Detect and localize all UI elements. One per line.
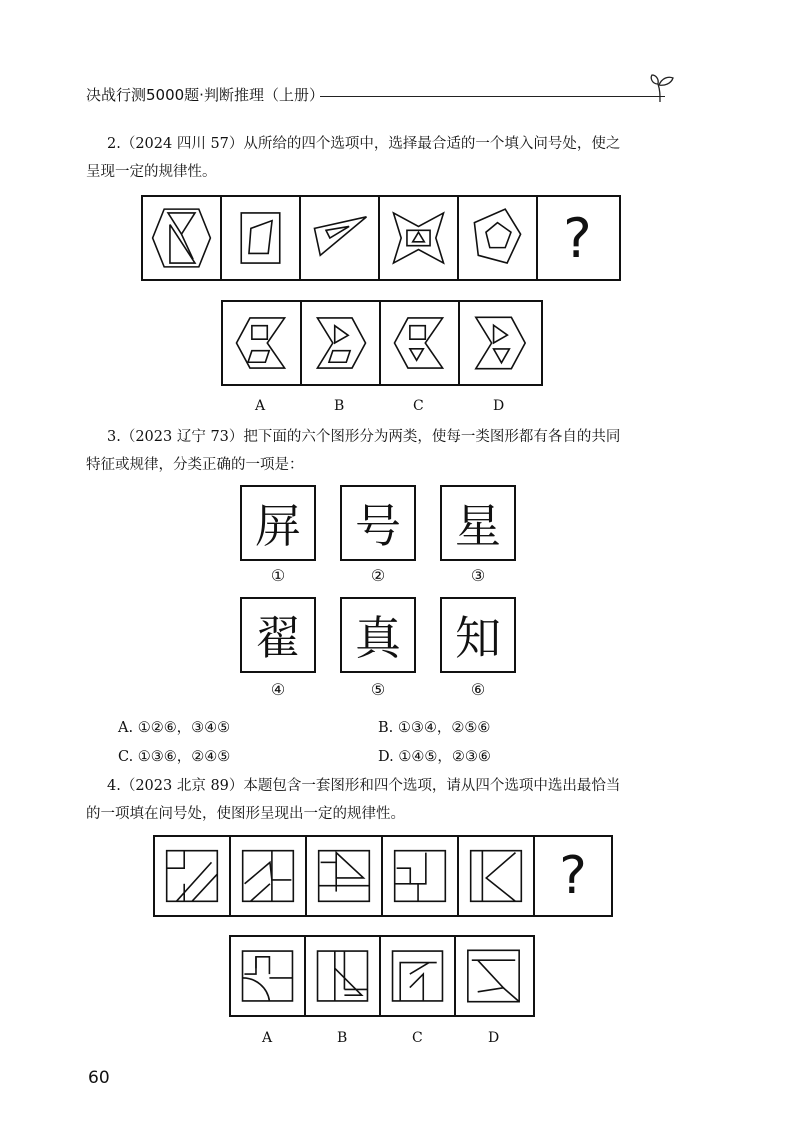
q2-figure-5: [459, 197, 538, 279]
q4-question-strip: [153, 835, 613, 917]
q4-figure-5: [459, 837, 535, 915]
q4-option-d[interactable]: [456, 937, 531, 1015]
sprout-icon: [648, 72, 676, 104]
q4-figure-1: [155, 837, 231, 915]
q2-text-line2: 呈现一定的规律性。: [86, 164, 217, 180]
q4-option-a[interactable]: [231, 937, 306, 1015]
q3-label-1: ①: [270, 566, 286, 585]
q3-text-line2: 特征或规律，分类正确的一项是：: [86, 457, 304, 473]
q4-option-b[interactable]: [306, 937, 381, 1015]
q2-option-d-label: D: [493, 398, 505, 414]
q3-label-5: ⑤: [370, 680, 386, 699]
q2-figure-1: [143, 197, 222, 279]
header-rule: [320, 96, 665, 97]
q3-answer-d[interactable]: D. ①④⑤，②③⑥: [378, 749, 491, 765]
q2-option-b-label: B: [334, 398, 345, 414]
q3-char-5: 真: [340, 597, 416, 673]
q3-label-4: ④: [270, 680, 286, 699]
q4-text-line2: 的一项填在问号处，使图形呈现出一定的规律性。: [86, 806, 405, 822]
q4-figure-4: [383, 837, 459, 915]
q2-question-mark: ?: [563, 206, 592, 270]
q4-question-mark: ?: [559, 846, 587, 906]
q3-char-6: 知: [440, 597, 516, 673]
q2-figure-4: [380, 197, 459, 279]
q2-text-line1: 2.（2024 四川 57）从所给的四个选项中，选择最合适的一个填入问号处，使之: [107, 136, 621, 152]
q2-option-d[interactable]: [460, 302, 539, 384]
running-header: 决战行测5000题·判断推理（上册）: [86, 86, 324, 104]
q2-option-b[interactable]: [302, 302, 381, 384]
q2-option-c[interactable]: [381, 302, 460, 384]
page-number: 60: [88, 1068, 110, 1088]
q3-char-4: 翟: [240, 597, 316, 673]
q4-option-a-label: A: [262, 1030, 273, 1046]
q4-options-strip: [229, 935, 535, 1017]
q3-answer-c[interactable]: C. ①③⑥，②④⑤: [118, 749, 231, 765]
q3-label-6: ⑥: [470, 680, 486, 699]
q2-figure-3: [301, 197, 380, 279]
q3-answer-a[interactable]: A. ①②⑥，③④⑤: [118, 720, 231, 736]
q3-text-line1: 3.（2023 辽宁 73）把下面的六个图形分为两类，使每一类图形都有各自的共同: [107, 429, 621, 445]
q4-option-c[interactable]: [381, 937, 456, 1015]
q2-option-c-label: C: [413, 398, 424, 414]
q2-option-a[interactable]: [223, 302, 302, 384]
q2-options-strip: [221, 300, 543, 386]
q3-char-3: 星: [440, 485, 516, 561]
q4-text-line1: 4.（2023 北京 89）本题包含一套图形和四个选项，请从四个选项中选出最恰当: [107, 778, 621, 794]
q3-answer-b[interactable]: B. ①③④，②⑤⑥: [378, 720, 491, 736]
q4-option-b-label: B: [337, 1030, 348, 1046]
q3-label-3: ③: [470, 566, 486, 585]
q3-label-2: ②: [370, 566, 386, 585]
q2-option-a-label: A: [255, 398, 266, 414]
q3-char-2: 号: [340, 485, 416, 561]
q4-question-cell: [535, 837, 611, 915]
q4-figure-2: [231, 837, 307, 915]
q4-option-c-label: C: [412, 1030, 423, 1046]
q2-figure-2: [222, 197, 301, 279]
q4-option-d-label: D: [488, 1030, 500, 1046]
q3-char-1: 屏: [240, 485, 316, 561]
q4-figure-3: [307, 837, 383, 915]
q2-question-cell: [538, 197, 617, 279]
q2-question-strip: [141, 195, 621, 281]
